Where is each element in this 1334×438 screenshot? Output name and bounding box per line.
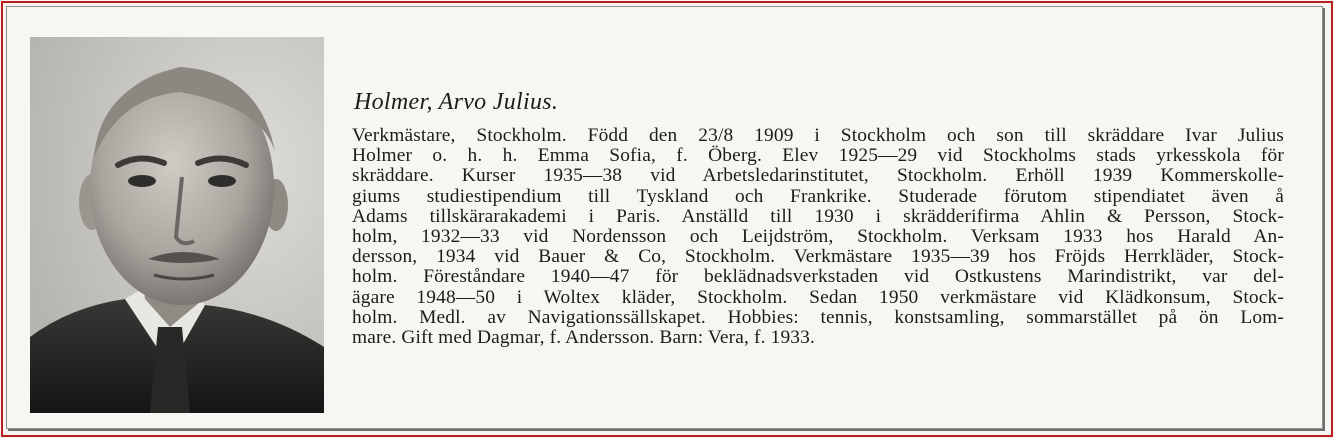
body-line: ägare 1948—50 i Woltex kläder, Stockholm. Sedan 1950 verkmästare vid Klädkonsum, Stock- (352, 286, 1284, 308)
entry-name: Holmer, Arvo Julius. (354, 89, 559, 115)
portrait-photo (30, 37, 324, 413)
body-line: giums studiestipendium till Tyskland och Frankrike. Studerade förutom stipendiatet även å (352, 185, 1284, 207)
body-line: mare. Gift med Dagmar, f. Andersson. Barn: Vera, f. 1933. (352, 326, 815, 348)
body-line: dersson, 1934 vid Bauer & Co, Stockholm. Verkmästare 1935—39 hos Fröjds Herrkläder, Stock- (352, 246, 1284, 268)
body-line: Adams tillskärarakademi i Paris. Anställd till 1930 i skrädderifirma Ahlin & Persson, Stock- (352, 205, 1284, 227)
body-line: holm, 1932—33 vid Nordensson och Leijdström, Stockholm. Verksam 1933 hos Harald An- (352, 225, 1284, 247)
body-line: Holmer o. h. h. Emma Sofia, f. Öberg. Elev 1925—29 vid Stockholms stads yrkesskola för (352, 145, 1284, 167)
entry-body (352, 126, 1284, 348)
body-line: Verkmästare, Stockholm. Född den 23/8 1909 i Stockholm och son till skräddare Ivar Julius (352, 125, 1284, 146)
biography-entry (352, 88, 1284, 348)
body-line: holm. Föreståndare 1940—47 för beklädnadsverkstaden vid Ostkustens Marindistrikt, var del- (352, 266, 1284, 288)
body-line: holm. Medl. av Navigationssällskapet. Hobbies: tennis, konstsamling, sommarstället på ön Lom- (352, 306, 1284, 328)
body-line: skräddare. Kurser 1935—38 vid Arbetsledarinstitutet, Stockholm. Erhöll 1939 Kommerskolle- (352, 165, 1284, 187)
